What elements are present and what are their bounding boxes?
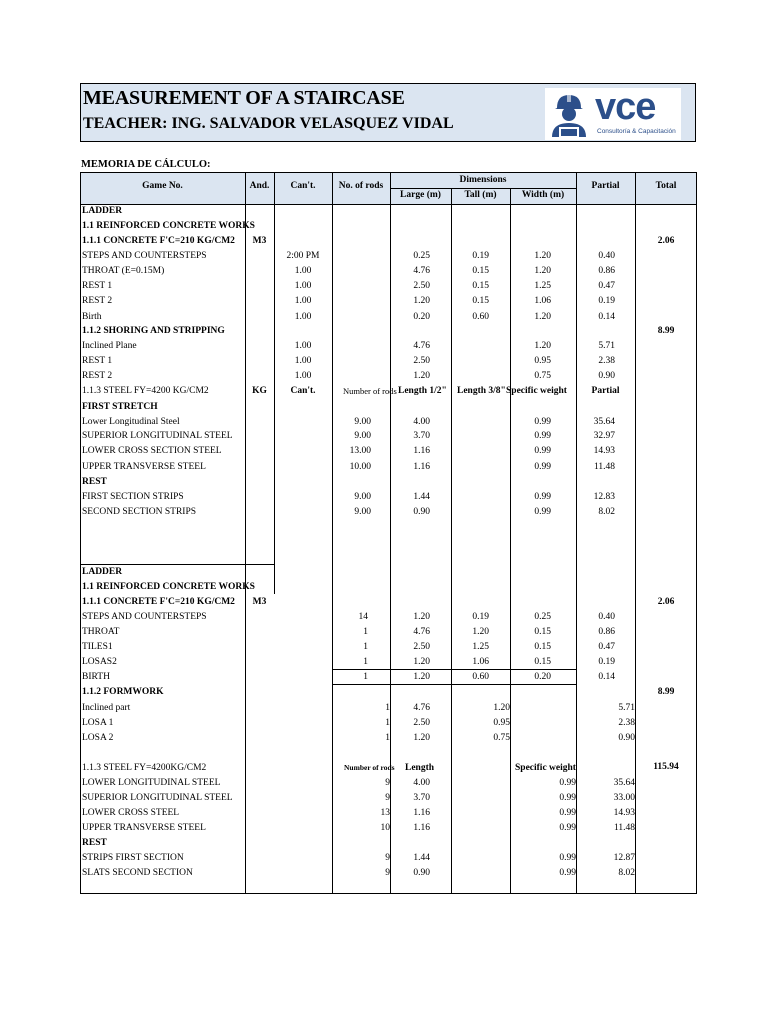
partial-value: 2.38	[618, 718, 635, 728]
cant-value: 1.00	[294, 266, 312, 276]
width-value: 1.20	[534, 266, 551, 276]
partial-value: 11.48	[593, 462, 615, 472]
row-divider	[390, 188, 576, 189]
item-heading: 1.1.1 CONCRETE F'C=210 KG/CM2	[82, 597, 235, 607]
unit-label: M3	[252, 597, 267, 607]
large-value: 2.50	[413, 356, 430, 366]
partial-value: 8.02	[598, 507, 615, 517]
rods-value: 9.00	[354, 431, 371, 441]
row-name: Lower Longitudinal Steel	[82, 417, 180, 427]
row-name: SUPERIOR LONGITUDINAL STEEL	[82, 431, 233, 441]
large-value: 4.76	[413, 266, 430, 276]
weight-value: 0.99	[559, 793, 576, 803]
partial-value: 0.90	[598, 371, 615, 381]
length-value: 1.16	[413, 823, 430, 833]
steel-partial-header: Partial	[591, 386, 620, 396]
tall-value: 0.60	[472, 312, 489, 322]
partial-value: 0.90	[618, 733, 635, 743]
width-value: 1.20	[534, 341, 551, 351]
length-value: 0.90	[413, 868, 430, 878]
width-value: 0.15	[534, 642, 551, 652]
row-name: Inclined part	[82, 703, 131, 713]
rods-value: 13.00	[349, 446, 371, 456]
total-value: 115.94	[653, 762, 679, 772]
row-divider	[332, 684, 576, 685]
row-divider	[332, 669, 576, 670]
row-name: REST 2	[82, 296, 113, 306]
total-value: 8.99	[657, 326, 675, 336]
col-header-tall: Tall (m)	[464, 190, 497, 200]
steel-length-header: Length	[405, 763, 435, 773]
width-value: 0.15	[534, 657, 551, 667]
weight-value: 0.99	[534, 507, 551, 517]
col-header-partial: Partial	[591, 181, 620, 191]
col-header-game-no: Game No.	[142, 181, 183, 191]
row-name: STRIPS FIRST SECTION	[82, 853, 184, 863]
cant-value: 2:00 PM	[286, 251, 320, 261]
partial-value: 35.64	[613, 778, 635, 788]
cant-value: 1.00	[294, 312, 312, 322]
large-value: 1.20	[413, 733, 430, 743]
row-name: REST 2	[82, 371, 113, 381]
partial-value: 0.40	[598, 612, 615, 622]
tall-value: 0.75	[493, 733, 510, 743]
tall-value: 1.20	[493, 703, 510, 713]
rods-value: 9.00	[354, 507, 371, 517]
col-header-cant: Can't.	[290, 181, 316, 191]
rods-value: 9.00	[354, 492, 371, 502]
width-value: 0.25	[534, 612, 551, 622]
partial-value: 0.19	[598, 657, 615, 667]
row-name: UPPER TRANSVERSE STEEL	[82, 823, 206, 833]
length-value: 0.90	[413, 507, 430, 517]
length-value: 4.00	[413, 778, 430, 788]
width-value: 0.20	[534, 672, 551, 682]
row-name: STEPS AND COUNTERSTEPS	[82, 612, 207, 622]
rods-value: 10	[380, 823, 390, 833]
col-header-width: Width (m)	[521, 190, 565, 200]
cant-value: 1.00	[294, 281, 312, 291]
length-value: 4.00	[413, 417, 430, 427]
row-name: REST 1	[82, 356, 113, 366]
partial-value: 32.97	[593, 431, 615, 441]
partial-value: 2.38	[598, 356, 615, 366]
width-value: 1.20	[534, 251, 551, 261]
partial-value: 33.00	[613, 793, 635, 803]
row-divider	[81, 564, 274, 565]
length-value: 3.70	[413, 793, 430, 803]
row-name: SUPERIOR LONGITUDINAL STEEL	[82, 793, 233, 803]
section-heading: LADDER	[82, 567, 123, 577]
row-name: Inclined Plane	[82, 341, 137, 351]
section-heading: 1.1 REINFORCED CONCRETE WORKS	[82, 221, 255, 231]
col-divider	[274, 173, 275, 594]
item-heading: 1.1.3 STEEL FY=4200KG/CM2	[82, 763, 207, 773]
large-value: 4.76	[413, 627, 430, 637]
col-header-large: Large (m)	[400, 190, 441, 200]
rods-value: 9	[385, 778, 390, 788]
length-value: 1.16	[413, 446, 430, 456]
cant-value: 1.00	[294, 356, 312, 366]
row-name: LOSA 1	[82, 718, 114, 728]
row-divider	[81, 204, 696, 205]
row-name: LOSA 2	[82, 733, 114, 743]
col-header-total: Total	[655, 181, 677, 191]
length-value: 1.16	[413, 808, 430, 818]
rods-value: 9	[385, 793, 390, 803]
steel-cant-header: Can't.	[290, 386, 316, 396]
large-value: 1.20	[413, 612, 430, 622]
partial-value: 0.47	[598, 281, 615, 291]
width-value: 0.15	[534, 627, 551, 637]
row-name: LOSAS2	[82, 657, 117, 667]
row-name: TILES1	[82, 642, 113, 652]
col-header-and: And.	[249, 181, 270, 191]
tall-value: 0.19	[472, 251, 489, 261]
partial-value: 12.87	[613, 853, 635, 863]
partial-value: 14.93	[593, 446, 615, 456]
partial-value: 0.86	[598, 627, 615, 637]
row-name: FIRST SECTION STRIPS	[82, 492, 184, 502]
weight-value: 0.99	[559, 823, 576, 833]
partial-value: 12.83	[593, 492, 615, 502]
rods-value: 1	[385, 718, 390, 728]
length-value: 1.16	[413, 462, 430, 472]
item-heading: 1.1.3 STEEL FY=4200 KG/CM2	[82, 386, 209, 396]
weight-value: 0.99	[534, 446, 551, 456]
partial-value: 0.14	[598, 672, 615, 682]
item-heading: 1.1.2 SHORING AND STRIPPING	[82, 326, 225, 336]
steel-weight-header: Specific weight	[515, 763, 576, 773]
cant-value: 1.00	[294, 371, 312, 381]
weight-value: 0.99	[534, 492, 551, 502]
cant-value: 1.00	[294, 341, 312, 351]
cant-value: 1.00	[294, 296, 312, 306]
weight-value: 0.99	[559, 868, 576, 878]
weight-value: 0.99	[559, 778, 576, 788]
partial-value: 5.71	[618, 703, 635, 713]
large-value: 0.20	[413, 312, 430, 322]
length-value: 3.70	[413, 431, 430, 441]
rods-value: 9	[385, 853, 390, 863]
weight-value: 0.99	[534, 462, 551, 472]
weight-value: 0.99	[559, 853, 576, 863]
section-heading: LADDER	[82, 206, 123, 216]
row-name: THROAT (E=0.15M)	[82, 266, 165, 276]
subsection-heading: FIRST STRETCH	[82, 402, 158, 412]
rods-value: 1	[363, 672, 368, 682]
large-value: 2.50	[413, 642, 430, 652]
rods-value: 10.00	[349, 462, 371, 472]
subsection-heading: REST	[82, 477, 107, 487]
length-value: 1.44	[413, 492, 430, 502]
row-name: Birth	[82, 312, 102, 322]
row-name: LOWER LONGITUDINAL STEEL	[82, 778, 221, 788]
partial-value: 0.40	[598, 251, 615, 261]
rods-value: 1	[385, 703, 390, 713]
teacher-name: TEACHER: ING. SALVADOR VELASQUEZ VIDAL	[83, 115, 454, 132]
large-value: 1.20	[413, 657, 430, 667]
weight-value: 0.99	[534, 417, 551, 427]
steel-length38-header: Length 3/8"	[457, 386, 506, 396]
row-name: SECOND SECTION STRIPS	[82, 507, 197, 517]
length-value: 1.44	[413, 853, 430, 863]
memo-label: MEMORIA DE CÁLCULO:	[81, 159, 211, 170]
large-value: 1.20	[413, 672, 430, 682]
partial-value: 11.48	[613, 823, 635, 833]
large-value: 1.20	[413, 371, 430, 381]
partial-value: 0.19	[598, 296, 615, 306]
rods-value: 14	[358, 612, 368, 622]
partial-value: 8.02	[618, 868, 635, 878]
tall-value: 1.20	[472, 627, 489, 637]
row-name: STEPS AND COUNTERSTEPS	[82, 251, 207, 261]
steel-weight-header: Specific weight	[506, 386, 567, 396]
col-header-rods: No. of rods	[338, 181, 384, 191]
row-name: REST 1	[82, 281, 113, 291]
total-value: 2.06	[657, 597, 675, 607]
partial-value: 35.64	[593, 417, 615, 427]
weight-value: 0.99	[559, 808, 576, 818]
large-value: 2.50	[413, 718, 430, 728]
steel-rods-header: Number of rods	[343, 386, 397, 396]
tall-value: 0.19	[472, 612, 489, 622]
subsection-heading: REST	[82, 838, 107, 848]
worker-laptop-icon	[548, 91, 590, 139]
col-divider	[245, 173, 246, 894]
width-value: 1.20	[534, 312, 551, 322]
total-value: 2.06	[657, 236, 675, 246]
item-heading: 1.1.1 CONCRETE F'C=210 KG/CM2	[82, 236, 235, 246]
partial-value: 0.47	[598, 642, 615, 652]
rods-value: 1	[363, 657, 368, 667]
row-name: UPPER TRANSVERSE STEEL	[82, 462, 206, 472]
rods-value: 9.00	[354, 417, 371, 427]
row-name: LOWER CROSS STEEL	[82, 808, 180, 818]
unit-label: M3	[252, 236, 267, 246]
partial-value: 0.86	[598, 266, 615, 276]
partial-value: 5.71	[598, 341, 615, 351]
width-value: 0.75	[534, 371, 551, 381]
row-name: BIRTH	[82, 672, 110, 682]
company-logo	[545, 88, 681, 140]
section-heading: 1.1 REINFORCED CONCRETE WORKS	[82, 582, 255, 592]
large-value: 0.25	[413, 251, 430, 261]
width-value: 1.06	[534, 296, 551, 306]
col-divider	[635, 173, 636, 894]
document-header	[80, 83, 696, 142]
logo-tagline: Consultoría & Capacitación	[597, 128, 676, 135]
tall-value: 1.06	[472, 657, 489, 667]
steel-rods-header: Number of rods	[344, 763, 395, 772]
steel-length-header: Length 1/2"	[398, 386, 447, 396]
item-heading: 1.1.2 FORMWORK	[82, 687, 164, 697]
partial-value: 14.93	[613, 808, 635, 818]
width-value: 0.95	[534, 356, 551, 366]
rods-value: 9	[385, 868, 390, 878]
tall-value: 0.15	[472, 266, 489, 276]
col-divider	[451, 188, 452, 894]
weight-value: 0.99	[534, 431, 551, 441]
large-value: 4.76	[413, 341, 430, 351]
tall-value: 1.25	[472, 642, 489, 652]
rods-value: 1	[385, 733, 390, 743]
rods-value: 1	[363, 627, 368, 637]
document-title: MEASUREMENT OF A STAIRCASE	[83, 87, 405, 109]
row-name: LOWER CROSS SECTION STEEL	[82, 446, 222, 456]
logo-wordmark: vce	[595, 86, 656, 128]
tall-value: 0.15	[472, 281, 489, 291]
tall-value: 0.95	[493, 718, 510, 728]
total-value: 8.99	[657, 687, 675, 697]
row-name: SLATS SECOND SECTION	[82, 868, 193, 878]
partial-value: 0.14	[598, 312, 615, 322]
large-value: 4.76	[413, 703, 430, 713]
row-name: THROAT	[82, 627, 120, 637]
large-value: 2.50	[413, 281, 430, 291]
tall-value: 0.15	[472, 296, 489, 306]
unit-label: KG	[252, 386, 267, 396]
tall-value: 0.60	[472, 672, 489, 682]
rods-value: 13	[380, 808, 390, 818]
rods-value: 1	[363, 642, 368, 652]
width-value: 1.25	[534, 281, 551, 291]
large-value: 1.20	[413, 296, 430, 306]
col-header-dimensions: Dimensions	[459, 175, 507, 185]
